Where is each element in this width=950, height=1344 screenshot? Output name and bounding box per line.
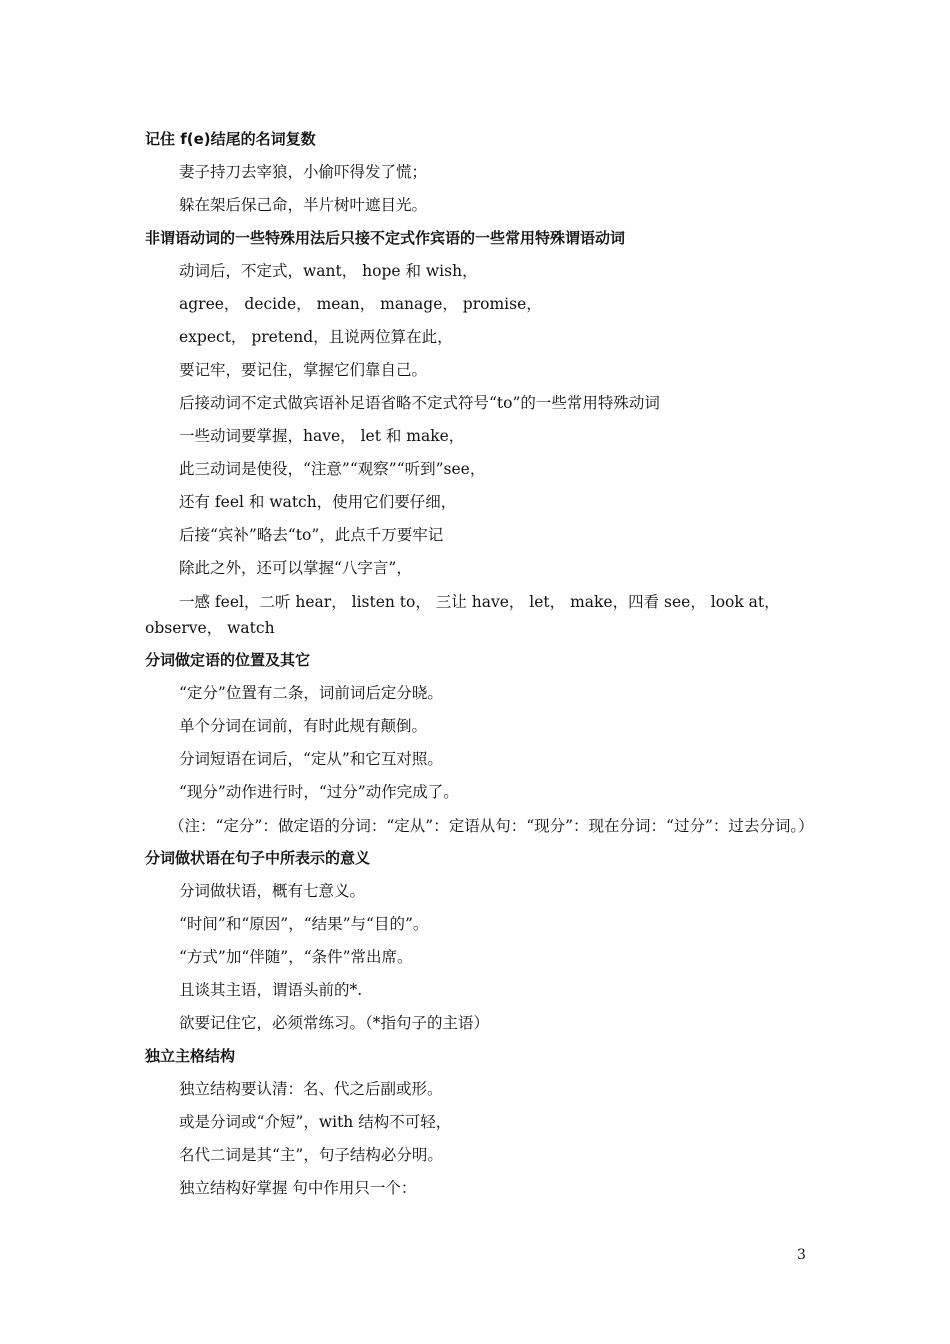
text-line: 此三动词是使役，“注意”“观察”“听到”see，: [179, 460, 486, 478]
document-body: [145, 123, 814, 1205]
text-line: “方式”加“伴随”，“条件”常出席。: [179, 948, 413, 966]
text-line: 名代二词是其“主”，句子结构必分明。: [179, 1146, 443, 1164]
section-heading: 非谓语动词的一些特殊用法后只接不定式作宾语的一些常用特殊谓语动词: [145, 229, 626, 247]
text-line: 欲要记住它，必须常练习。（*指句子的主语）: [179, 1014, 490, 1032]
section-heading: 分词做状语在句子中所表示的意义: [145, 849, 371, 867]
text-line: 躲在架后保己命，半片树叶遮目光。: [179, 196, 428, 214]
section-heading: 独立主格结构: [145, 1047, 236, 1065]
text-line: 单个分词在词前，有时此规有颠倒。: [179, 717, 428, 735]
text-line: 或是分词或“介短”，with 结构不可轻，: [179, 1113, 452, 1131]
text-line: 后接动词不定式做宾语补足语省略不定式符号“to”的一些常用特殊动词: [179, 394, 660, 412]
text-line: 妻子持刀去宰狼，小偷吓得发了慌；: [179, 163, 428, 181]
text-line: 且谈其主语，谓语头前的*.: [179, 981, 363, 999]
section-heading: 记住 f(e)结尾的名词复数: [145, 130, 316, 148]
text-line: “定分”位置有二条，词前词后定分晓。: [179, 684, 443, 702]
text-line: “时间”和“原因”，“结果”与“目的”。: [179, 915, 429, 933]
text-line: 后接“宾补”略去“to”，此点千万要牢记: [179, 526, 444, 544]
text-line: expect， pretend，且说两位算在此，: [179, 328, 453, 346]
text-line: 分词做状语，概有七意义。: [179, 882, 366, 900]
text-paragraph: 一感 feel，二听 hear， listen to， 三让 have， let， make，四看 see， look at， observe， watch: [145, 593, 780, 637]
text-line: 分词短语在词后，“定从”和它互对照。: [179, 750, 443, 768]
text-line: 除此之外，还可以掌握“八字言”，: [179, 559, 412, 577]
text-line: 要记牢，要记住，掌握它们靠自己。: [179, 361, 428, 379]
page-number: 3: [797, 1247, 806, 1263]
note-paragraph: （注：“定分”：做定语的分词：“定从”：定语从句：“现分”：现在分词：“过分”：过去分词。）: [169, 817, 814, 835]
text-line: 还有 feel 和 watch，使用它们要仔细，: [179, 493, 457, 511]
text-line: “现分”动作进行时，“过分”动作完成了。: [179, 783, 459, 801]
text-line: 动词后，不定式，want， hope 和 wish，: [179, 262, 478, 280]
section-heading: 分词做定语的位置及其它: [145, 651, 311, 669]
text-line: 独立结构好掌握 句中作用只一个：: [179, 1179, 417, 1197]
text-line: 一些动词要掌握，have， let 和 make，: [179, 427, 465, 445]
text-line: agree， decide， mean， manage， promise，: [179, 295, 542, 313]
text-line: 独立结构要认清：名、代之后副或形。: [179, 1080, 443, 1098]
